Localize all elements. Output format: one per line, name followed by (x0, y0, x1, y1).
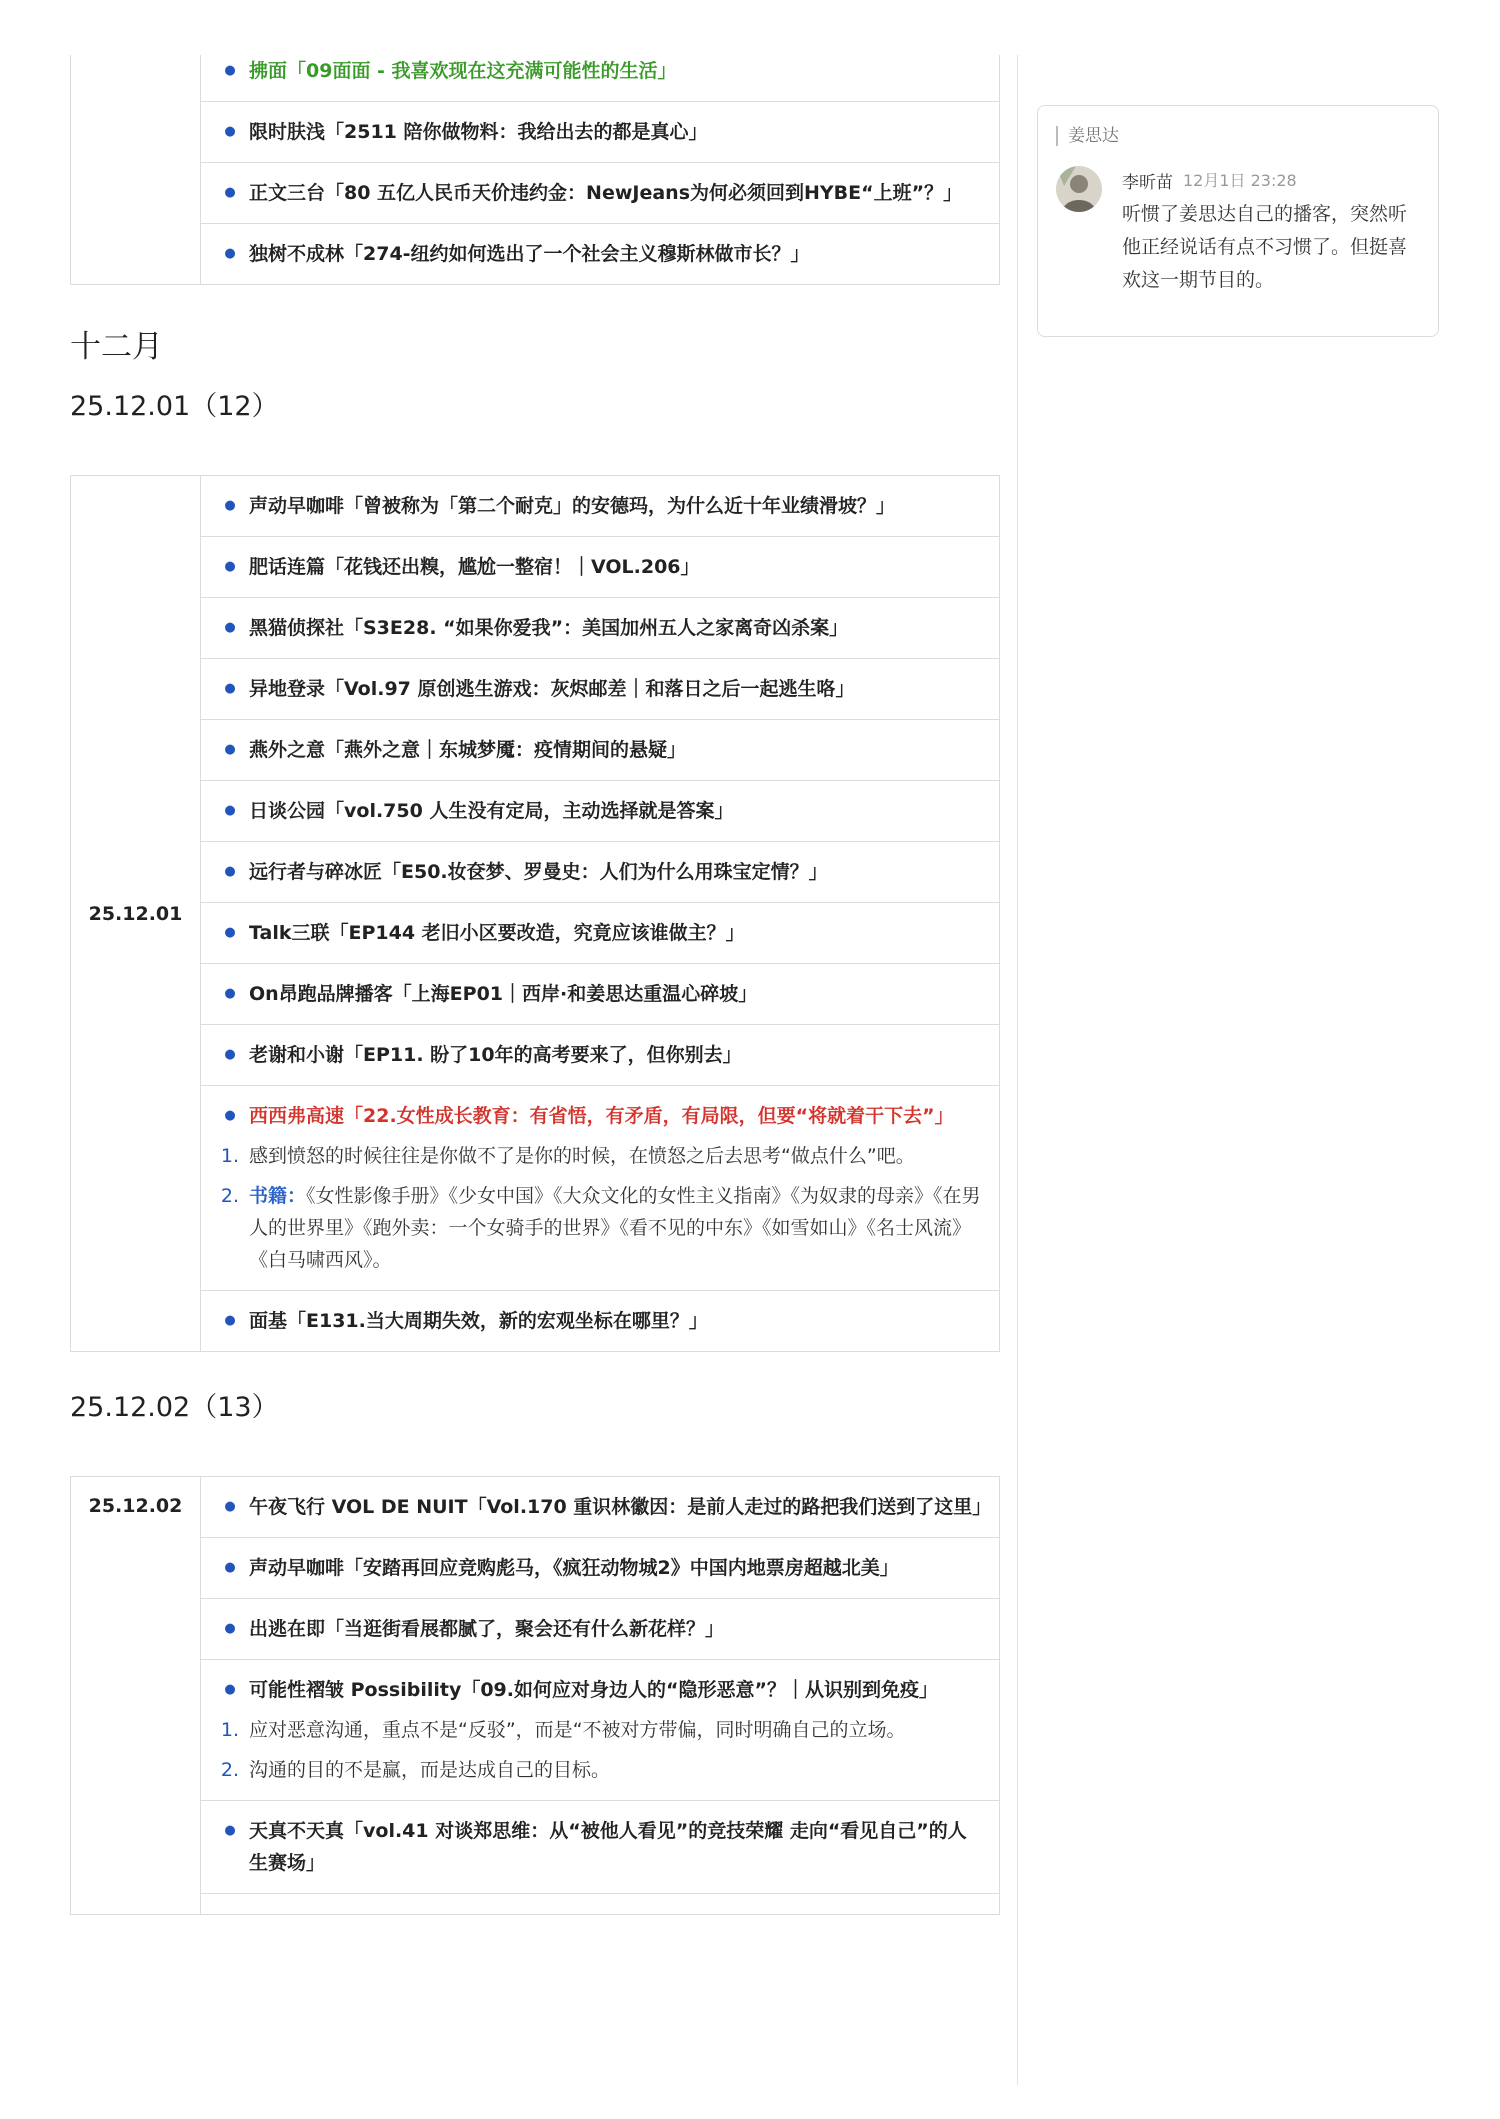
episode-title[interactable]: 远行者与碎冰匠「E50.妆奁梦、罗曼史：人们为什么用珠宝定情？」 (249, 861, 828, 883)
list-item (201, 598, 1000, 659)
bullet-icon: ● (224, 1108, 236, 1123)
list-item (201, 163, 1000, 224)
list-item (201, 964, 1000, 1025)
list-item (201, 903, 1000, 964)
bullet-icon: ● (224, 559, 236, 574)
list-item (201, 1477, 1000, 1538)
list-item (201, 476, 1000, 537)
note-text: 感到愤怒的时候往往是你做不了是你的时候，在愤怒之后去思考“做点什么”吧。 (249, 1145, 915, 1167)
episode-title[interactable]: 黑猫侦探社「S3E28. “如果你爱我”：美国加州五人之家离奇凶杀案」 (249, 617, 849, 639)
date-cell (71, 55, 201, 285)
bullet-icon: ● (224, 681, 236, 696)
bullet-icon: ● (224, 1047, 236, 1062)
note-text: 应对恶意沟通，重点不是“反驳”，而是“不被对方带偏，同时明确自己的立场。 (249, 1719, 906, 1741)
date-cell: 25.12.01 (71, 476, 201, 1352)
note-number: 1. (220, 1145, 240, 1167)
bullet-icon: ● (224, 1823, 236, 1838)
comment-text: 听惯了姜思达自己的播客，突然听他正经说话有点不习惯了。但挺喜欢这一期节目的。 (1122, 203, 1408, 291)
episode-title[interactable]: 独树不成林「274-纽约如何选出了一个社会主义穆斯林做市长？」 (249, 243, 810, 265)
bullet-icon: ● (224, 925, 236, 940)
list-item (201, 1025, 1000, 1086)
episode-title[interactable]: 异地登录「Vol.97 原创逃生游戏：灰烬邮差｜和落日之后一起逃生咯」 (249, 678, 855, 700)
top-log-table (70, 55, 1000, 285)
list-item (201, 1801, 1000, 1894)
episode-title[interactable]: 天真不天真「vol.41 对谈郑思维：从“被他人看见”的竞技荣耀 走向“看见自己”的人生赛场」 (249, 1820, 967, 1874)
episode-title[interactable]: 声动早咖啡「安踏再回应竞购彪马，《疯狂动物城2》中国内地票房超越北美」 (249, 1557, 899, 1579)
day-log-table (70, 1476, 1000, 1915)
bullet-icon: ● (224, 185, 236, 200)
list-item (201, 842, 1000, 903)
note-item (211, 1714, 985, 1746)
books-label: 书籍： (249, 1185, 307, 1207)
bullet-icon: ● (224, 1499, 236, 1514)
episode-title[interactable]: 声动早咖啡「曾被称为「第二个耐克」的安德玛，为什么近十年业绩滑坡？」 (249, 495, 896, 517)
episode-title[interactable]: Talk三联「EP144 老旧小区要改造，究竟应该谁做主？」 (249, 922, 745, 944)
bullet-icon: ● (224, 246, 236, 261)
episode-title[interactable]: 拂面「09面面 - 我喜欢现在这充满可能性的生活」 (249, 60, 677, 82)
bullet-icon: ● (224, 1313, 236, 1328)
episode-title[interactable]: 日谈公园「vol.750 人生没有定局，主动选择就是答案」 (249, 800, 734, 822)
note-number: 1. (220, 1719, 240, 1741)
list-item (201, 1291, 1000, 1352)
day-heading: 25.12.01（12） (70, 391, 279, 422)
bullet-icon: ● (224, 63, 236, 78)
episode-title[interactable]: 老谢和小谢「EP11. 盼了10年的高考要来了，但你别去」 (249, 1044, 742, 1066)
episode-title[interactable]: 可能性褶皱 Possibility「09.如何应对身边人的“隐形恶意”？｜从识别到免疫」 (249, 1679, 938, 1701)
bullet-icon: ● (224, 124, 236, 139)
bullet-icon: ● (224, 1560, 236, 1575)
list-item (201, 781, 1000, 842)
bullet-icon: ● (224, 803, 236, 818)
list-item (201, 1086, 1000, 1291)
date-cell: 25.12.02 (71, 1477, 201, 1915)
episode-title[interactable]: 肥话连篇「花钱还出糗，尴尬一整宿！｜VOL.206」 (249, 556, 700, 578)
note-item (211, 1754, 985, 1786)
day-heading: 25.12.02（13） (70, 1392, 279, 1423)
comment-author[interactable]: 李昕苗 (1122, 173, 1173, 193)
note-text: 沟通的目的不是赢，而是达成自己的目标。 (249, 1759, 611, 1781)
note-number: 2. (220, 1759, 240, 1781)
avatar[interactable] (1056, 166, 1102, 212)
list-item (201, 1599, 1000, 1660)
episode-title[interactable]: 限时肤浅「2511 陪你做物料：我给出去的都是真心」 (249, 121, 708, 143)
episode-title[interactable]: 正文三台「80 五亿人民币天价违约金：NewJeans为何必须回到HYBE“上班”？」 (249, 182, 963, 204)
day-log-table (70, 475, 1000, 1352)
bullet-icon: ● (224, 498, 236, 513)
bullet-icon: ● (224, 620, 236, 635)
bullet-icon: ● (224, 1682, 236, 1697)
bullet-icon: ● (224, 742, 236, 757)
month-heading: 十二月 (70, 329, 163, 365)
list-item (201, 102, 1000, 163)
bullet-icon: ● (224, 986, 236, 1001)
note-text: 《女性影像手册》《少女中国》《大众文化的女性主义指南》《为奴隶的母亲》《在男人的世界里》《跑外卖：一个女骑手的世界》《看不见的中东》《如雪如山》《名士风流》《白马啸西风》。 (249, 1185, 981, 1271)
list-item (201, 659, 1000, 720)
list-item (201, 1660, 1000, 1801)
episode-title[interactable]: 面基「E131.当大周期失效，新的宏观坐标在哪里？」 (249, 1310, 708, 1332)
list-item (201, 1894, 1000, 1915)
note-item (211, 1180, 985, 1276)
main-content (70, 0, 1000, 1915)
episode-title[interactable]: 燕外之意「燕外之意｜东城梦魇：疫情期间的悬疑」 (249, 739, 687, 761)
list-item (201, 537, 1000, 598)
comment-card (1037, 105, 1439, 337)
bullet-icon: ● (224, 1621, 236, 1636)
episode-title[interactable]: On昂跑品牌播客「上海EP01｜西岸·和姜思达重温心碎坡」 (249, 983, 758, 1005)
list-item (201, 55, 1000, 102)
note-number: 2. (220, 1185, 240, 1207)
bullet-icon: ● (224, 864, 236, 879)
comment-card-title[interactable]: 姜思达 (1056, 126, 1119, 146)
list-item (201, 224, 1000, 285)
episode-title[interactable]: 西西弗高速「22.女性成长教育：有省悟，有矛盾，有局限，但要“将就着干下去”」 (249, 1105, 954, 1127)
list-item (201, 1538, 1000, 1599)
column-divider (1017, 55, 1018, 2085)
episode-title[interactable]: 出逃在即「当逛街看展都腻了，聚会还有什么新花样？」 (249, 1618, 725, 1640)
list-item (201, 720, 1000, 781)
episode-title[interactable]: 午夜飞行 VOL DE NUIT「Vol.170 重识林徽因：是前人走过的路把我们送到了这里」 (249, 1496, 992, 1518)
note-item (211, 1140, 985, 1172)
comment-timestamp: 12月1日 23:28 (1183, 171, 1297, 190)
